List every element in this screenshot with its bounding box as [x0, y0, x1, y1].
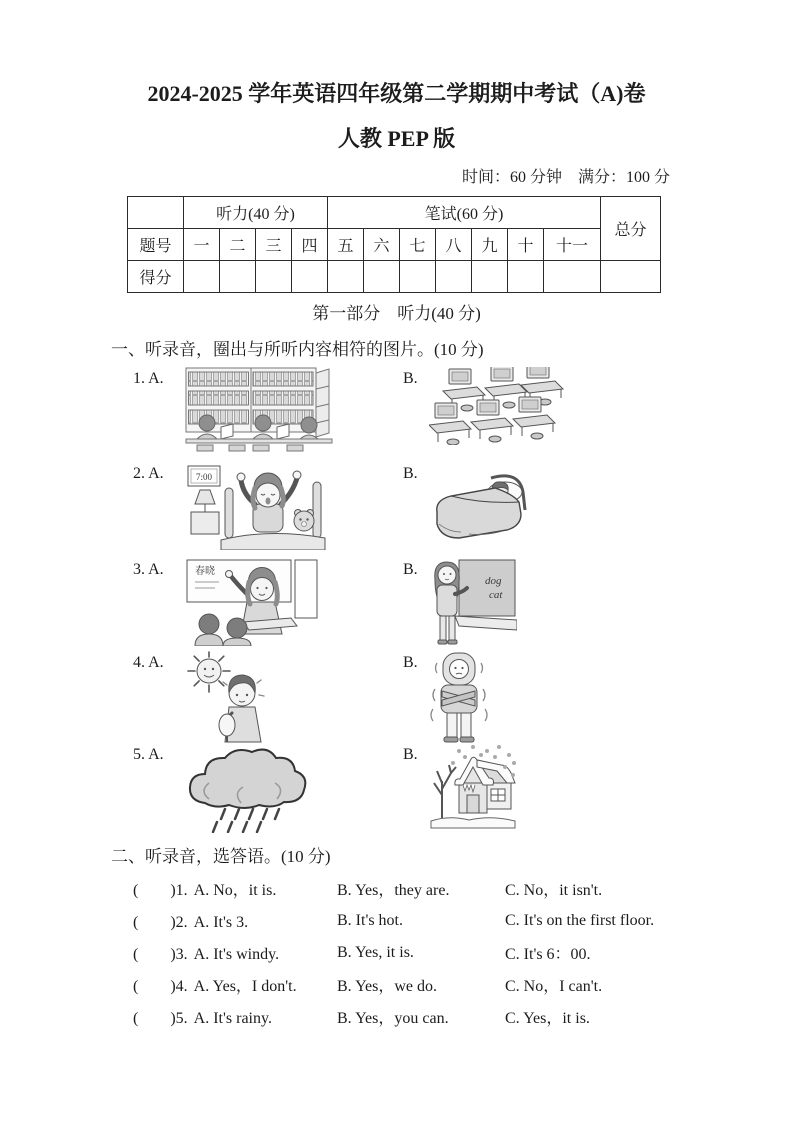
answer-bracket: ( )1. — [133, 882, 188, 899]
snow-ground — [431, 817, 515, 827]
answer-row-5 — [133, 1001, 793, 1033]
item-label-b: B. — [403, 653, 418, 671]
col-number: 四 — [292, 228, 328, 260]
picture-item-5 — [133, 743, 793, 833]
blanket — [221, 533, 325, 550]
item-label-a: 3. A. — [133, 560, 164, 578]
edition-subtitle: 人教 PEP 版 — [337, 125, 456, 151]
score-row — [128, 260, 661, 292]
sun — [188, 652, 230, 692]
answer-row-4 — [133, 969, 793, 1001]
score-cell-empty — [544, 260, 601, 292]
item-label-a: 2. A. — [133, 464, 164, 482]
score-table — [127, 196, 661, 293]
girl-waking-image — [185, 462, 327, 550]
cold-winter-person-image — [429, 651, 489, 743]
score-cell-empty — [400, 260, 436, 292]
col-number: 一 — [184, 228, 220, 260]
score-cell-empty — [220, 260, 256, 292]
picture-item-3 — [133, 558, 793, 646]
item-label-a: 4. A. — [133, 653, 164, 671]
rain-cloud — [190, 749, 305, 807]
written-header: 笔试(60 分) — [328, 196, 601, 228]
rain-cloud-image — [185, 743, 315, 833]
clock — [188, 466, 220, 486]
col-number: 九 — [472, 228, 508, 260]
library-table-chairs — [186, 439, 332, 451]
option-a: A. Yes，I don't. — [193, 978, 297, 995]
answer-bracket: ( )5. — [133, 1010, 188, 1027]
score-cell-empty — [472, 260, 508, 292]
page-title: 2024-2025 学年英语四年级第二学期期中考试（A)卷 — [147, 81, 646, 106]
score-cell-empty — [328, 260, 364, 292]
part1-heading: 第一部分 听力(40 分) — [312, 303, 481, 323]
option-b: B. Yes，they are. — [337, 882, 450, 899]
option-b: B. Yes，we do. — [337, 978, 438, 995]
rain-drops — [213, 809, 279, 832]
sleeping-child-image — [429, 466, 531, 546]
chinese-class-image — [185, 558, 320, 646]
option-a: A. It's 3. — [193, 914, 249, 931]
option-c: C. No，I can't. — [505, 978, 603, 995]
answer-bracket: ( )3. — [133, 946, 188, 963]
picture-item-1 — [133, 367, 793, 452]
question-number-row — [128, 228, 661, 260]
lamp-nightstand — [191, 490, 219, 534]
bed-blanket — [437, 488, 521, 538]
time-score-line: 时间：60 分钟 满分：100 分 — [461, 168, 670, 186]
picture-item-4 — [133, 651, 793, 743]
option-a: A. No，it is. — [193, 882, 277, 899]
option-a: A. It's windy. — [193, 946, 280, 963]
picture-item-2 — [133, 462, 793, 550]
col-number: 七 — [400, 228, 436, 260]
score-cell-empty — [508, 260, 544, 292]
bed-post-right — [313, 482, 321, 538]
col-number: 十一 — [544, 228, 601, 260]
answer-row-2 — [133, 905, 793, 937]
snowy-house-image — [429, 743, 517, 829]
question-row-label: 题号 — [128, 228, 184, 260]
item-label-b: B. — [403, 369, 418, 387]
option-c: C. Yes，it is. — [505, 1010, 590, 1027]
option-b: B. Yes, it is. — [337, 943, 414, 961]
score-cell-empty — [436, 260, 472, 292]
hot-sunny-image — [185, 651, 277, 743]
total-header: 总分 — [601, 196, 661, 260]
computer-room-image — [429, 367, 564, 445]
option-c: C. It's on the first floor. — [505, 911, 655, 929]
english-class-image — [429, 558, 517, 646]
answer-choices — [0, 873, 793, 1033]
item-label-a: 5. A. — [133, 745, 164, 763]
teddy-bear — [294, 509, 314, 531]
answer-row-1 — [133, 873, 793, 905]
board-word-dog: dog — [485, 574, 502, 587]
item-label-b: B. — [403, 464, 418, 482]
col-number: 五 — [328, 228, 364, 260]
item-label-b: B. — [403, 560, 418, 578]
bundled-person — [441, 653, 477, 742]
blackboard — [455, 560, 517, 630]
clock-time-text: 7:00 — [195, 471, 213, 482]
option-c: C. No，it isn't. — [505, 882, 603, 899]
score-cell-empty — [292, 260, 328, 292]
col-number: 三 — [256, 228, 292, 260]
answer-bracket: ( )4. — [133, 978, 188, 995]
bare-tree — [434, 765, 456, 819]
option-b: B. It's hot. — [337, 911, 403, 929]
score-cell-empty — [364, 260, 400, 292]
score-cell-empty — [256, 260, 292, 292]
total-score-cell-empty — [601, 260, 661, 292]
option-c: C. It's 6：00. — [505, 946, 591, 963]
sweating-boy-with-fan — [219, 675, 264, 742]
board-word-cat: cat — [489, 588, 503, 601]
col-number: 二 — [220, 228, 256, 260]
col-number: 十 — [508, 228, 544, 260]
section2-title: 二、听录音，选答语。(10 分) — [111, 846, 331, 866]
col-number: 八 — [436, 228, 472, 260]
stretching-girl — [237, 471, 301, 532]
option-b: B. Yes，you can. — [337, 1010, 449, 1027]
col-number: 六 — [364, 228, 400, 260]
answer-row-3 — [133, 937, 793, 969]
score-cell-empty — [184, 260, 220, 292]
item-label-b: B. — [403, 745, 418, 763]
score-row-label: 得分 — [128, 260, 184, 292]
item-label-a: 1. A. — [133, 369, 164, 387]
section1-title: 一、听录音，圈出与所听内容相符的图片。(10 分) — [111, 339, 484, 359]
library-image — [185, 367, 333, 452]
score-table-corner — [128, 196, 184, 228]
listening-header: 听力(40 分) — [184, 196, 328, 228]
option-a: A. It's rainy. — [193, 1010, 272, 1027]
score-table-header-row — [128, 196, 661, 228]
answer-bracket: ( )2. — [133, 914, 188, 931]
bed-post-left — [225, 488, 233, 538]
board-poem-text: 春晓 — [195, 565, 215, 577]
students — [195, 614, 251, 646]
